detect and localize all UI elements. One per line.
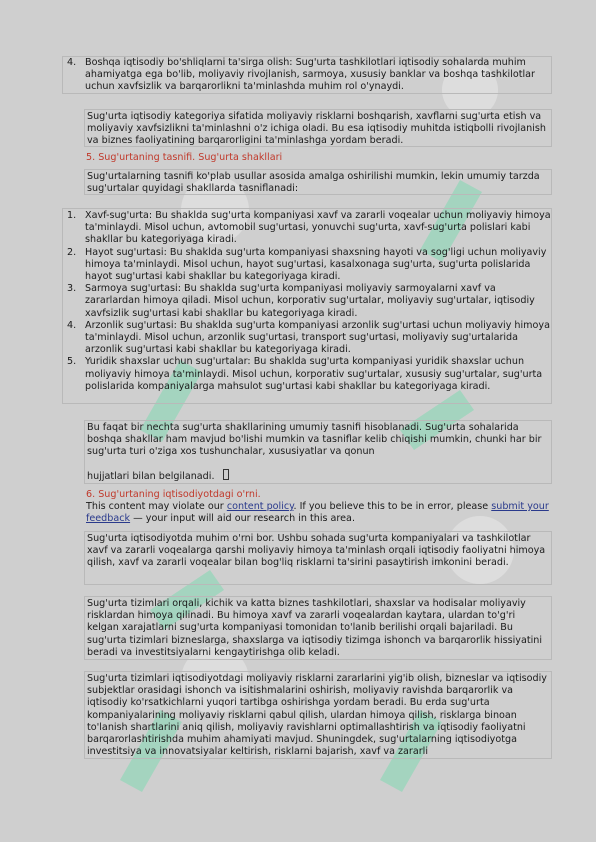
list-number: 3. <box>67 283 77 295</box>
list-number: 4. <box>67 57 77 68</box>
list-item-text: Hayot sug'urtasi: Bu shaklda sug'urta kompaniyasi shaxsning hayoti va sog'ligi uchun moliyaviy himoya ta'minlaydi. Misol uchun, hayot sug'urtasi, kasalxonaga sug'urta, sug'urta polislarida hayot sug'urtasi kabi shakllar bu kategoriyaga kiradi. <box>85 246 547 283</box>
list-item <box>63 320 551 357</box>
list-item-text: Boshqa iqtisodiy bo'shliqlarni ta'sirga olish: Sug'urta tashkilotlari iqtisodiy sohalarda muhim ahamiyatga ega bo'lib, moliyaviy rivojlanish, sarmoya, xususiy banklar va boshqa tashkilotlar uchun xavfsizlik va barqarorlikni ta'minlashda muhim rol o'ynaydi. <box>85 57 535 93</box>
list-item-4-block <box>62 56 552 94</box>
section-heading-5: 5. Sug'urtaning tasnifi. Sug'urta shakllari <box>86 152 283 163</box>
list-number: 4. <box>67 319 77 331</box>
submit-feedback-link[interactable]: submit your feedback <box>86 501 549 525</box>
list-item <box>63 57 551 94</box>
list-item <box>63 356 551 393</box>
list-number: 1. <box>67 210 77 221</box>
text-cursor-icon <box>223 469 229 480</box>
paragraph-role: Sug'urta iqtisodiyotda muhim o'rni bor. Ushbu sohada sug'urta kompaniyalari va tashkilotlar xavf va zararli voqealarga qarshi moliyaviy himoya ta'minlash orqali iqtisodiy faoliyatni himoya qilish, xavf va zararli voqealar bilan bog'liq risklarni ta'sirini pasaytirish imkonini beradi. <box>84 531 552 585</box>
paragraph-category: Sug'urta iqtisodiy kategoriya sifatida moliyaviy risklarni boshqarish, xavflarni sug'urta etish va moliyaviy xavfsizlikni ta'minlashni o'z ichiga oladi. Bu esa iqtisodiy muhitda istiqbolli rivojlanish va biznes faoliyatining barqarorligini ta'minlashga yordam beradi. <box>84 109 552 147</box>
paragraph-classification: Sug'urtalarning tasnifi ko'plab usullar asosida amalga oshirilishi mumkin, lekin umumiy tarzda sug'urtalar quyidagi shakllarda tasniflanadi: <box>84 169 552 195</box>
list-item <box>63 283 551 320</box>
list-item <box>63 210 551 247</box>
content-policy-link[interactable]: content policy <box>226 501 294 512</box>
list-item-text: Arzonlik sug'urtasi: Bu shaklda sug'urta kompaniyasi arzonlik sug'urtasi uchun moliyaviy himoya ta'minlaydi. Misol uchun, arzonlik sug'urtasi, transport sug'urtasi, moliyaviy sug'urtalarida arzonlik sug'urtasi kabi shakllar bu kategoriyaga kiradi. <box>85 319 550 356</box>
list-number: 5. <box>67 356 77 368</box>
content-policy-notice: This content may violate our content policy. If you believe this to be in error, please submit your feedback — your input will aid our research in this area. <box>86 501 549 525</box>
list-item <box>63 247 551 284</box>
list-item-text: Yuridik shaxslar uchun sug'urtalar: Bu shaklda sug'urta kompaniyasi yuridik shaxslar uchun moliyaviy himoya ta'minlaydi. Misol uchun, korporativ sug'urtalar, xususiy sug'urtalar, sug'urta polislarida kompaniyalarga mahsulot sug'urtasi kabi shakllar bu kategoriyaga kiradi. <box>85 356 543 392</box>
paragraph-economy: Sug'urta tizimlari iqtisodiyotdagi moliyaviy risklarni zararlarini yig'ib olish, bizneslar va iqtisodiy subjektlar orasidagi ishonch va isitishmalarini oshirish, moliyaviy ravishda barqarorlik va iqtisodiy ko'rsatkichlarni yuqori tartibga oshirishga yordam beradi. Bu erda sug'urta kompaniyalarining moliyaviy risklarni qabul qilish, ulardan himoya qilish, risklarga binoan to'lanish shartlarini aniq qilish, moliyaviy ravishlarni optimallashtirish va iqtisodiy faoliyatni barqarorlashtirishda muhim ahamiyati mavjud. Shuningdek, sug'urtalarning iqtisodiyotga investitsiya va innovatsiyalar keltirish, risklarni bajarish, xavf va zararli <box>84 671 552 759</box>
paragraph-systems: Sug'urta tizimlari orqali, kichik va katta biznes tashkilotlari, shaxslar va hodisalar moliyaviy risklardan himoya qilinadi. Bu himoya xavf va zararli voqealardan kaytara, ulardan to'g'ri kelgan xarajatlarni sug'urta kompaniyasi tomonidan to'lanib berilishi orqali bajariladi. Bu sug'urta tizimlari bizneslarga, shaxslarga va iqtisodiy tizimga ishonch va barqarorlik hissiyatini beradi va investitsiyalarni kengaytirishga olib keladi. <box>84 596 552 660</box>
list-item-text: Sarmoya sug'urtasi: Bu shaklda sug'urta kompaniyasi moliyaviy sarmoyalarni xavf va zararlardan himoya qiladi. Misol uchun, korporativ sug'urtalar, moliyaviy sug'urtalar, iqtisodiy xavfsizlik sug'urtasi kabi shakllar bu kategoriyaga kiradi. <box>85 283 535 319</box>
insurance-types-list <box>62 208 552 404</box>
list-item-text: Xavf-sug'urta: Bu shaklda sug'urta kompaniyasi xavf va zararli voqealar uchun moliyaviy himoya ta'minlaydi. Misol uchun, avtomobil sug'urtasi, yonuvchi sug'urta, xavf-sug'urta polislari kabi shakllar bu kategoriyaga kiradi. <box>85 210 551 246</box>
list-number: 2. <box>67 246 77 258</box>
section-heading-6: 6. Sug'urtaning iqtisodiyotdagi o'rni. <box>86 489 261 500</box>
paragraph-summary: Bu faqat bir nechta sug'urta shakllarining umumiy tasnifi hisoblanadi. Sug'urta sohalarida boshqa shakllar ham mavjud bo'lishi mumkin va tasniflar kelib chiqishi mumkin, chunki har bir sug'urta turi o'ziga xos tushunchalar, xususiyatlar va qonun hujjatlari bilan belgilanadi. <box>84 420 552 484</box>
